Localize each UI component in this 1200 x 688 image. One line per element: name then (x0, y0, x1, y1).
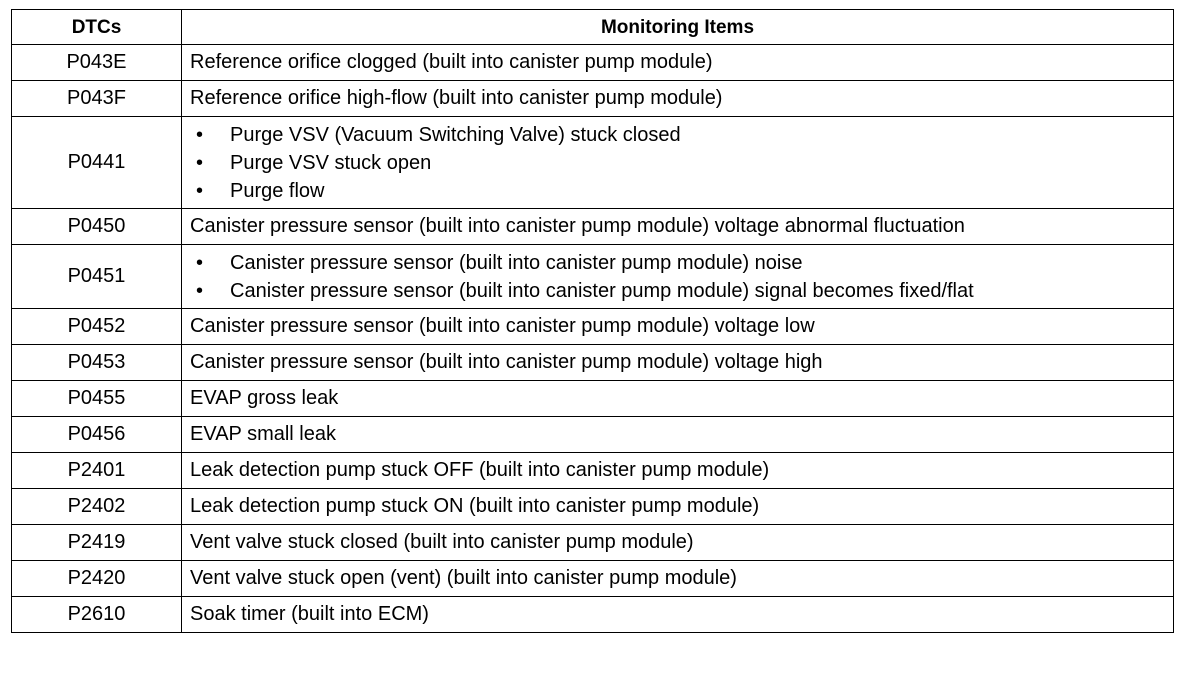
dtc-code-cell: P0441 (12, 117, 182, 209)
list-item (190, 249, 1173, 277)
list-item (190, 177, 1173, 205)
monitoring-item-text: Reference orifice high-flow (built into canister pump module) (190, 87, 723, 109)
monitoring-item-cell (182, 309, 1174, 345)
monitoring-item-cell (182, 561, 1174, 597)
dtc-code-cell: P2420 (12, 561, 182, 597)
monitoring-item-text: Purge flow (230, 179, 325, 202)
monitoring-item-text: Canister pressure sensor (built into canister pump module) noise (230, 251, 803, 274)
dtc-code-cell: P043E (12, 45, 182, 81)
column-header-monitoring-items: Monitoring Items (182, 10, 1174, 45)
table-row (12, 209, 1174, 245)
bullet-icon: • (196, 151, 204, 174)
table-body (12, 45, 1174, 633)
monitoring-item-text: Purge VSV stuck open (230, 151, 432, 174)
table-row (12, 597, 1174, 633)
bullet-icon: • (196, 279, 204, 302)
dtc-code-cell: P0452 (12, 309, 182, 345)
table-row (12, 45, 1174, 81)
monitoring-item-text: Reference orifice clogged (built into canister pump module) (190, 51, 713, 73)
list-item (190, 277, 1173, 305)
list-item (190, 149, 1173, 177)
table-row (12, 117, 1174, 209)
monitoring-item-text: Canister pressure sensor (built into canister pump module) signal becomes fixed/flat (230, 279, 974, 302)
monitoring-item-list (190, 121, 1173, 205)
monitoring-item-text: Soak timer (built into ECM) (190, 603, 429, 625)
dtc-code-cell: P2402 (12, 489, 182, 525)
table-row (12, 417, 1174, 453)
monitoring-item-cell (182, 245, 1174, 309)
monitoring-item-text: Canister pressure sensor (built into canister pump module) voltage low (190, 315, 815, 337)
monitoring-item-cell (182, 381, 1174, 417)
monitoring-item-cell (182, 453, 1174, 489)
table-row (12, 309, 1174, 345)
dtc-code-cell: P2401 (12, 453, 182, 489)
dtc-monitoring-table (11, 9, 1174, 633)
bullet-icon: • (196, 179, 204, 202)
table-row (12, 81, 1174, 117)
column-header-dtcs: DTCs (12, 10, 182, 45)
monitoring-item-text: EVAP small leak (190, 423, 336, 445)
dtc-code-cell: P0453 (12, 345, 182, 381)
table-row (12, 489, 1174, 525)
monitoring-item-cell (182, 117, 1174, 209)
bullet-icon: • (196, 123, 204, 146)
bullet-icon: • (196, 251, 204, 274)
monitoring-item-text: Vent valve stuck open (vent) (built into canister pump module) (190, 567, 737, 589)
monitoring-item-text: Purge VSV (Vacuum Switching Valve) stuck closed (230, 123, 681, 146)
table-row (12, 345, 1174, 381)
monitoring-item-cell (182, 345, 1174, 381)
monitoring-item-text: Leak detection pump stuck OFF (built into canister pump module) (190, 459, 770, 481)
monitoring-item-list (190, 249, 1173, 305)
monitoring-item-text: Vent valve stuck closed (built into canister pump module) (190, 531, 694, 553)
table-row (12, 525, 1174, 561)
monitoring-item-cell (182, 209, 1174, 245)
table-row (12, 245, 1174, 309)
monitoring-item-text: Canister pressure sensor (built into canister pump module) voltage abnormal fluctuation (190, 215, 965, 237)
dtc-code-cell: P0456 (12, 417, 182, 453)
dtc-code-cell: P0451 (12, 245, 182, 309)
monitoring-item-text: EVAP gross leak (190, 387, 339, 409)
dtc-code-cell: P043F (12, 81, 182, 117)
monitoring-item-cell (182, 45, 1174, 81)
dtc-code-cell: P0450 (12, 209, 182, 245)
table-header-row (12, 10, 1174, 45)
monitoring-item-cell (182, 81, 1174, 117)
dtc-code-cell: P2610 (12, 597, 182, 633)
monitoring-item-cell (182, 489, 1174, 525)
table-row (12, 381, 1174, 417)
table-row (12, 453, 1174, 489)
dtc-code-cell: P0455 (12, 381, 182, 417)
monitoring-item-text: Canister pressure sensor (built into canister pump module) voltage high (190, 351, 823, 373)
dtc-code-cell: P2419 (12, 525, 182, 561)
monitoring-item-cell (182, 597, 1174, 633)
monitoring-item-text: Leak detection pump stuck ON (built into canister pump module) (190, 495, 760, 517)
monitoring-item-cell (182, 525, 1174, 561)
monitoring-item-cell (182, 417, 1174, 453)
table-row (12, 561, 1174, 597)
list-item (190, 121, 1173, 149)
